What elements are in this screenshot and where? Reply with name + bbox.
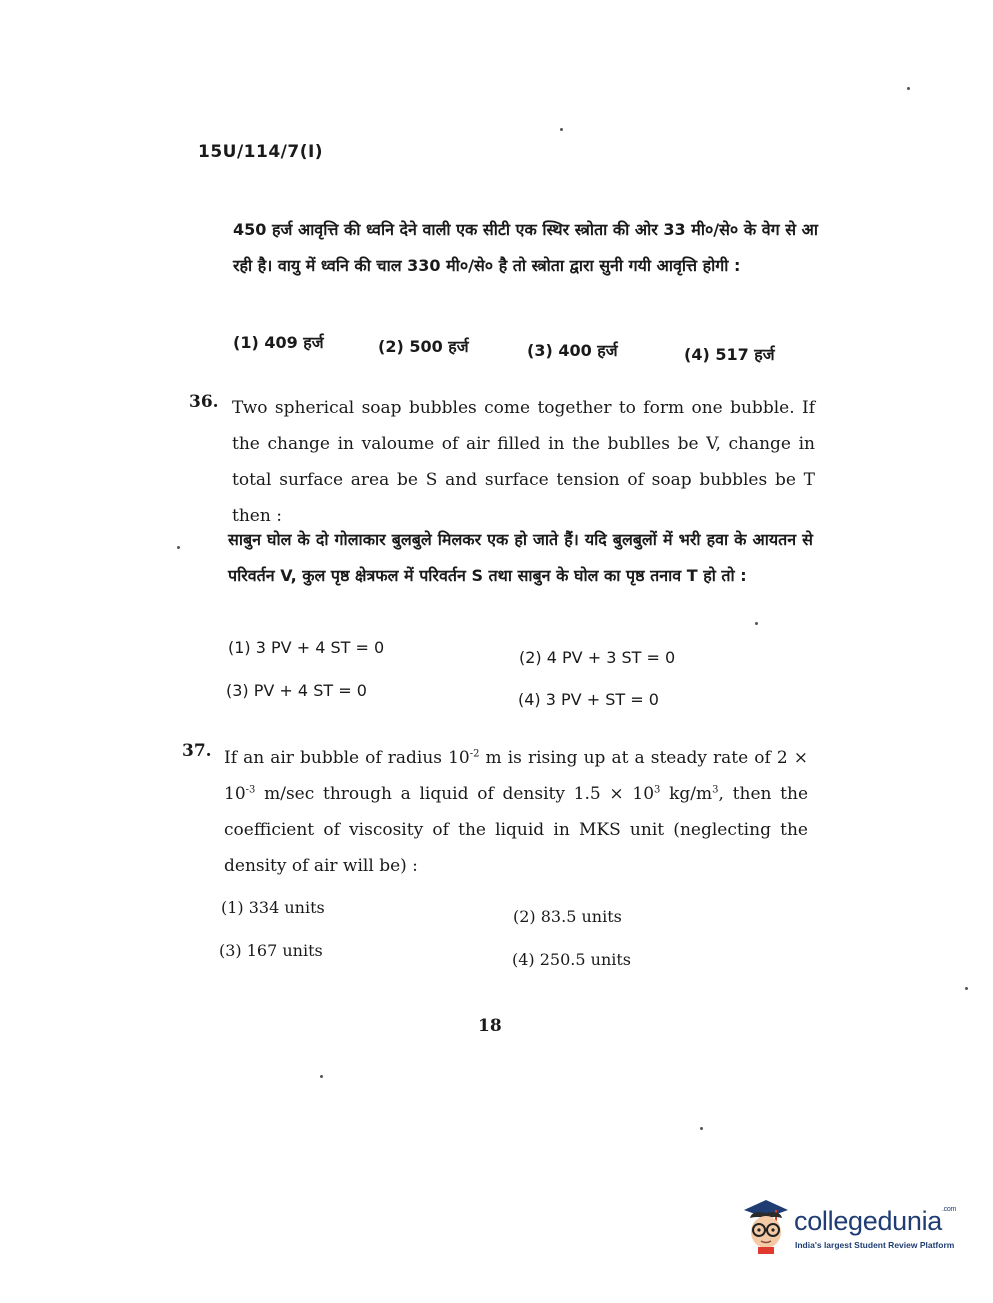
q37-sup2: -3 bbox=[245, 784, 256, 796]
q37-number: 37. bbox=[182, 741, 212, 761]
q35-option-1: (1) 409 हर्ज bbox=[233, 333, 324, 352]
page-number: 18 bbox=[478, 1016, 502, 1036]
q35-hindi-text: 450 हर्ज आवृत्ति की ध्वनि देने वाली एक सीटी एक स्थिर स्त्रोता की ओर 33 मी०/से० के वेग से आ रही है। वायु में ध्वनि की चाल 330 मी०/से० है तो स्त्रोता द्वारा सुनी गयी आवृत्ति होगी : bbox=[233, 220, 818, 275]
scan-speck bbox=[177, 546, 180, 549]
q36-option-4: (4) 3 PV + ST = 0 bbox=[518, 690, 659, 709]
q35-option-2: (2) 500 हर्ज bbox=[378, 337, 469, 356]
q37-text-part4: kg/m bbox=[660, 784, 713, 804]
scan-speck bbox=[700, 1127, 703, 1130]
q36-english-text: Two spherical soap bubbles come together to form one bubble. If the change in valoume of air filled in the bublles be V, change in total surface area be S and surface tension of soap bubbles be T then : bbox=[232, 398, 815, 526]
q36-option-3: (3) PV + 4 ST = 0 bbox=[226, 681, 367, 700]
logo-name-text: collegedunia bbox=[794, 1206, 943, 1236]
q36-option-2: (2) 4 PV + 3 ST = 0 bbox=[519, 648, 676, 667]
q37-sup3: 3 bbox=[654, 784, 661, 796]
q37-text-part5: , then the coefficient of viscosity of the liquid in MKS unit (neglecting the density of air will be) : bbox=[224, 784, 809, 876]
scan-speck bbox=[320, 1075, 323, 1078]
q37-option-1: (1) 334 units bbox=[221, 898, 325, 917]
student-mascot-icon bbox=[740, 1196, 792, 1254]
q37-sup1: -2 bbox=[469, 748, 480, 760]
q35-option-4: (4) 517 हर्ज bbox=[684, 345, 775, 364]
q37-text-part3: m/sec through a liquid of density 1.5 × 10 bbox=[255, 784, 655, 804]
q37-option-3: (3) 167 units bbox=[219, 941, 323, 960]
logo-suffix: .com bbox=[942, 1206, 957, 1213]
q35-option-3: (3) 400 हर्ज bbox=[527, 341, 618, 360]
paper-code: 15U/114/7(I) bbox=[198, 142, 324, 162]
q37-text bbox=[224, 740, 808, 884]
collegedunia-logo[interactable] bbox=[740, 1196, 965, 1256]
q37-option-2: (2) 83.5 units bbox=[513, 907, 622, 926]
scan-speck bbox=[965, 987, 968, 990]
q37-text-part1: If an air bubble of radius 10 bbox=[224, 748, 470, 768]
scan-speck bbox=[560, 128, 563, 131]
q36-hindi-text: साबुन घोल के दो गोलाकार बुलबुले मिलकर एक हो जाते हैं। यदि बुलबुलों में भरी हवा के आयतन से परिवर्तन V, कुल पृष्ठ क्षेत्रफल में परिवर्तन S तथा साबुन के घोल का पृष्ठ तनाव T हो तो : bbox=[228, 530, 813, 585]
logo-tagline: India's largest Student Review Platform bbox=[795, 1240, 955, 1250]
q37-sup4: 3 bbox=[712, 784, 719, 796]
q36-option-1: (1) 3 PV + 4 ST = 0 bbox=[228, 638, 385, 657]
q36-number: 36. bbox=[189, 392, 219, 412]
logo-wordmark bbox=[794, 1206, 956, 1237]
q37-text-part2: m is rising up at a steady rate of 2 × 10 bbox=[224, 748, 808, 804]
q37-option-4: (4) 250.5 units bbox=[512, 950, 632, 969]
scan-speck bbox=[755, 622, 758, 625]
scan-speck bbox=[907, 87, 910, 90]
